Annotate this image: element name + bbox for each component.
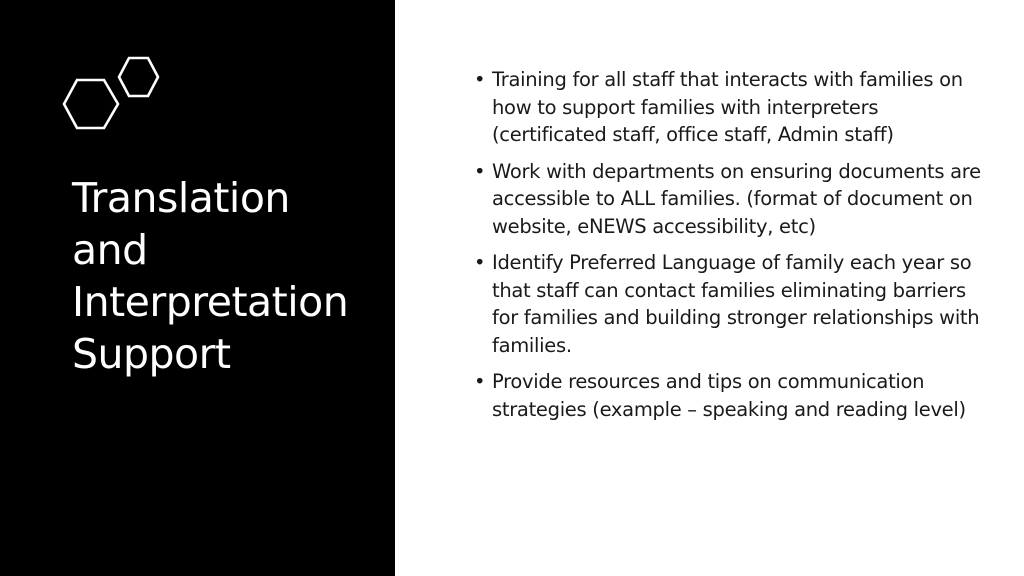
list-item: [474, 158, 986, 241]
bullet-marker: •: [474, 68, 486, 91]
title-panel: [0, 0, 395, 576]
list-item: [474, 249, 986, 359]
bullet-marker: •: [474, 251, 486, 274]
list-item: [474, 368, 986, 423]
bullet-text: Identify Preferred Language of family each year so that staff can contact families eliminating barriers for families and building stronger relationships with families.: [492, 251, 980, 357]
small-hexagon: [119, 58, 158, 96]
bullet-text: Training for all staff that interacts with families on how to support families with interpreters (certificated staff, office staff, Admin staff): [492, 68, 963, 146]
hexagons-icon: [60, 52, 164, 132]
bullet-text: Work with departments on ensuring documents are accessible to ALL families. (format of document on website, eNEWS accessibility, etc): [492, 159, 981, 238]
large-hexagon: [64, 80, 118, 128]
slide-title: Translation and Interpretation Support: [72, 174, 349, 378]
bullet-marker: •: [474, 159, 486, 183]
bullet-text: Provide resources and tips on communication strategies (example – speaking and reading level): [492, 370, 966, 421]
bullet-marker: •: [474, 370, 486, 393]
list-item: [474, 66, 986, 149]
bullet-list: [474, 66, 986, 432]
